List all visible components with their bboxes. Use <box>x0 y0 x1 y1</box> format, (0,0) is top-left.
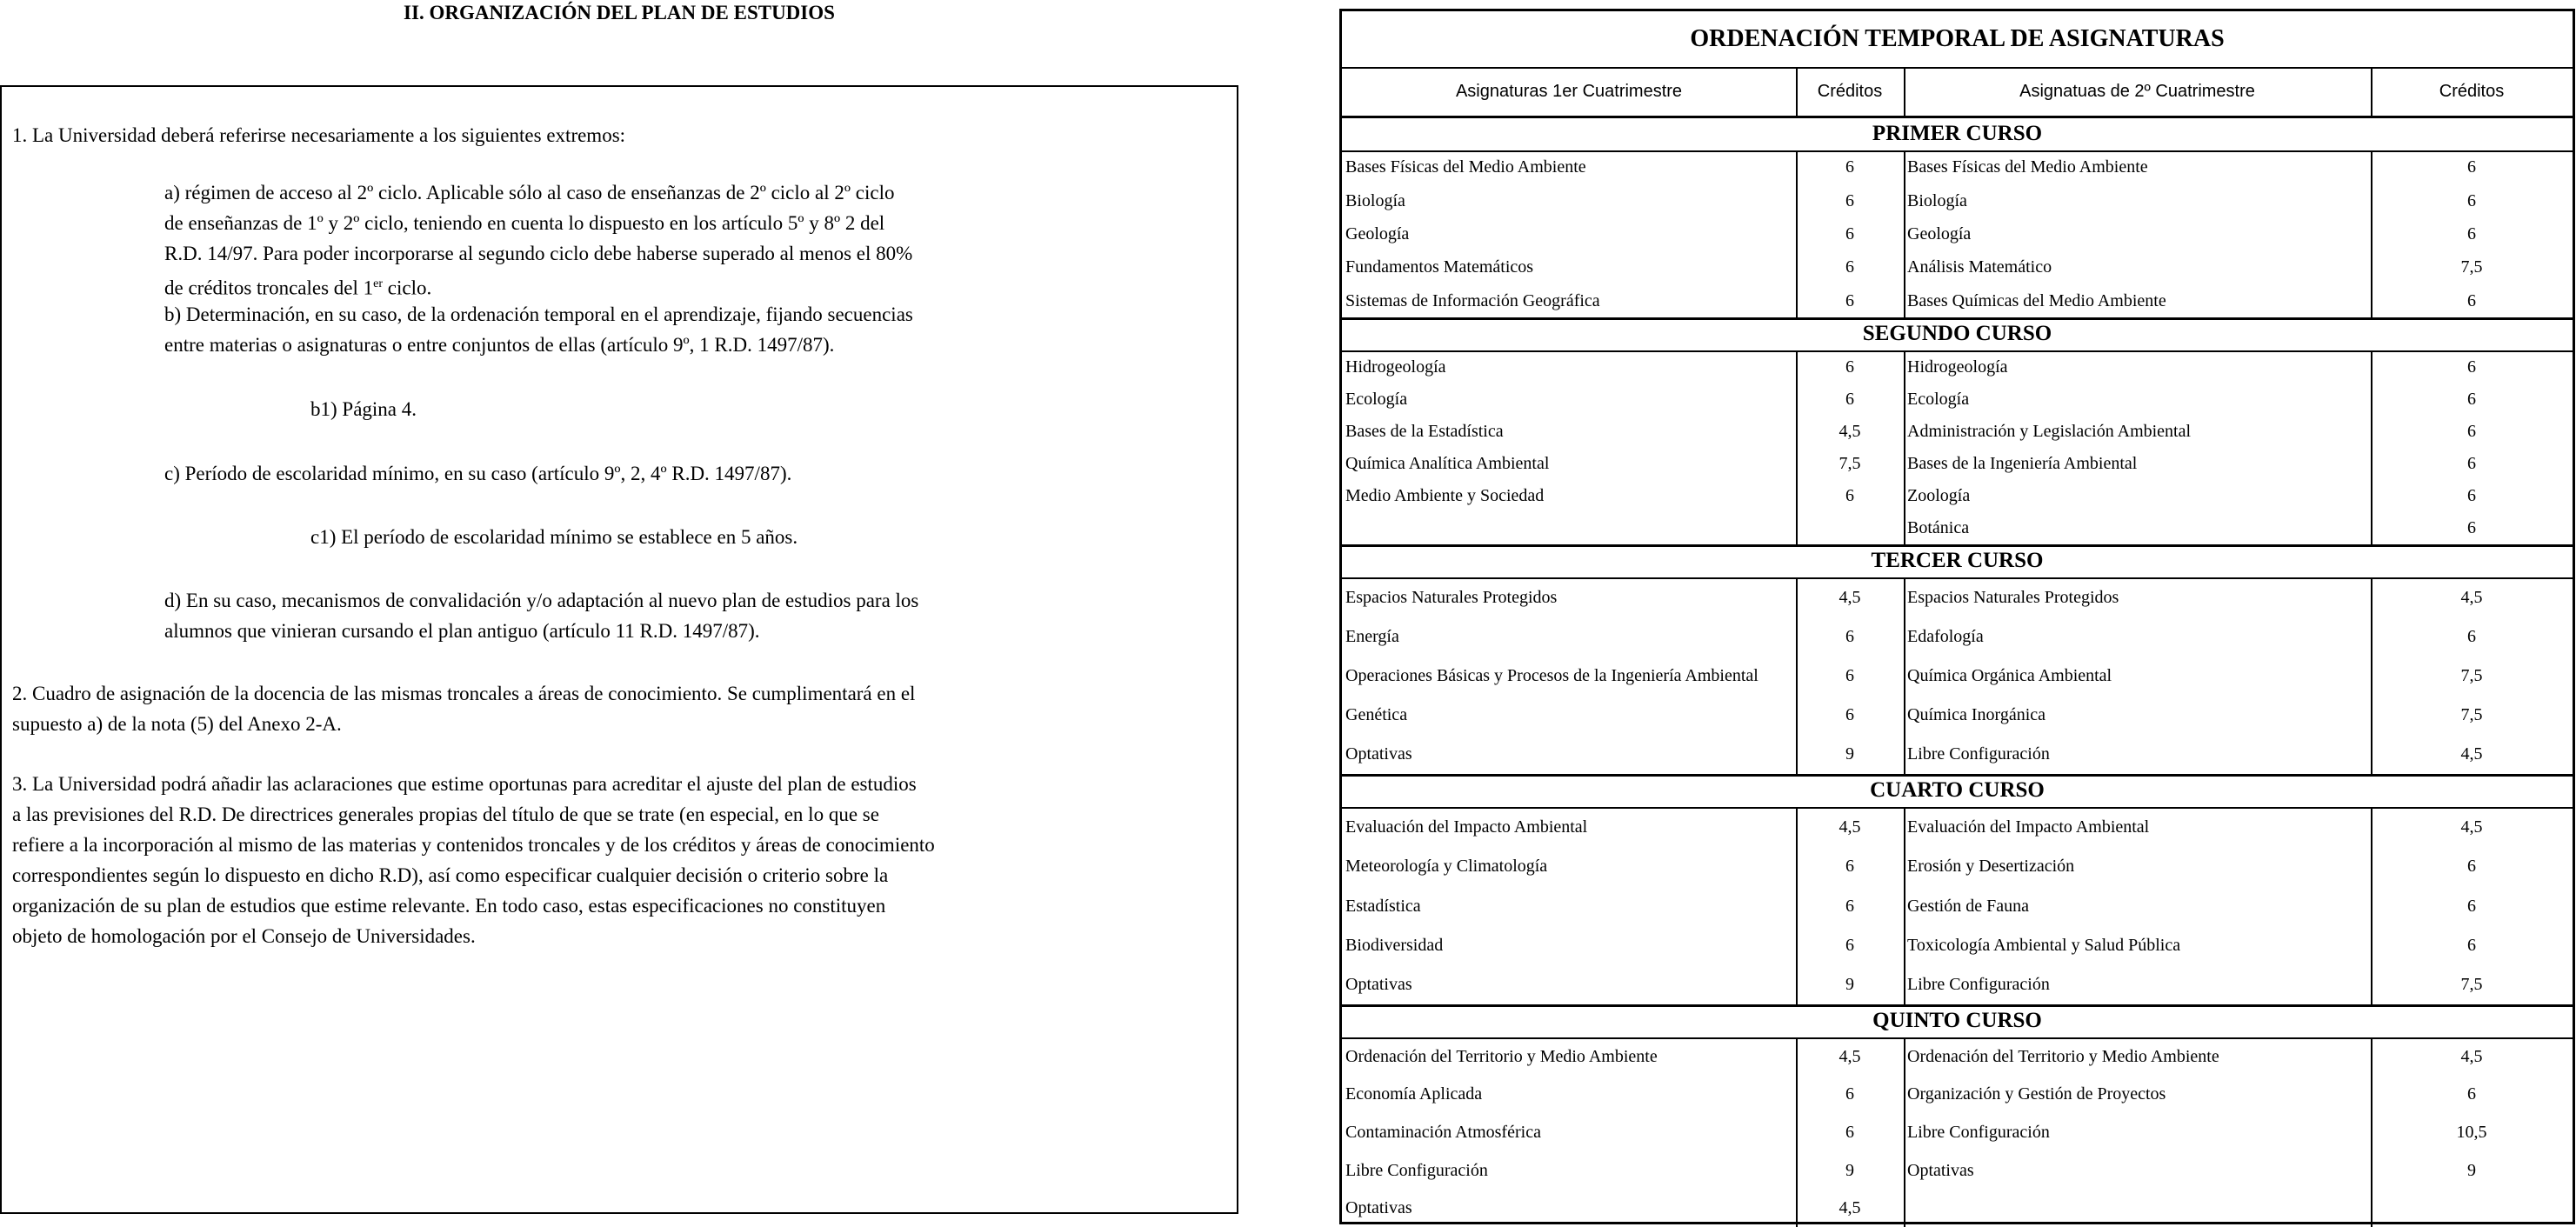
subject-first-semester: Optativas <box>1345 1198 1412 1218</box>
paragraph-3-line-4: correspondientes según lo dispuesto en dicho R.D), así como especificar cualquier decisión o criterio sobre la <box>12 864 889 886</box>
header-first-semester: Asignaturas 1er Cuatrimestre <box>1455 82 1683 101</box>
credits-first-semester: 6 <box>1845 357 1854 377</box>
subject-first-semester: Optativas <box>1345 744 1412 764</box>
paragraph-3-line-3: refiere a la incorporación al mismo de las materias y contenidos troncales y de los créditos y áreas de conocimiento <box>12 834 935 856</box>
credits-second-semester: 4,5 <box>2460 744 2483 764</box>
course-heading-rule <box>1342 350 2573 352</box>
paragraph-3-line-1: 3. La Universidad podrá añadir las aclaraciones que estime oportunas para acreditar el ajuste del plan de estudios <box>12 773 917 795</box>
subject-first-semester: Energía <box>1345 626 1399 646</box>
course-heading-rule <box>1342 577 2573 579</box>
subject-second-semester: Hidrogeología <box>1907 357 2008 377</box>
credits-second-semester: 10,5 <box>2456 1123 2487 1142</box>
item-c: c) Período de escolaridad mínimo, en su caso (artículo 9º, 2, 4º R.D. 1497/87). <box>164 463 792 484</box>
item-b-line-1: b) Determinación, en su caso, de la ordenación temporal en el aprendizaje, fijando secuencias <box>164 303 913 325</box>
item-a-line-3: R.D. 14/97. Para poder incorporarse al segundo ciclo debe haberse superado al menos el 80% <box>164 243 913 264</box>
subject-second-semester: Toxicología Ambiental y Salud Pública <box>1907 935 2181 955</box>
subject-second-semester: Análisis Matemático <box>1907 257 2052 277</box>
credits-first-semester: 4,5 <box>1839 1046 1861 1066</box>
paragraph-2-line-2: supuesto a) de la nota (5) del Anexo 2-A. <box>12 713 342 735</box>
item-b-line-2: entre materias o asignaturas o entre conjuntos de ellas (artículo 9º, 1 R.D. 1497/87). <box>164 334 835 356</box>
credits-first-semester: 6 <box>1845 935 1854 955</box>
subject-second-semester: Espacios Naturales Protegidos <box>1907 587 2119 607</box>
header-divider <box>1796 67 1798 116</box>
course-heading-rule <box>1342 807 2573 809</box>
subject-second-semester: Zoología <box>1907 486 1971 506</box>
credits-first-semester: 6 <box>1845 157 1854 177</box>
subject-second-semester: Botánica <box>1907 518 1970 538</box>
header-divider <box>2371 67 2372 116</box>
course-heading-rule <box>1342 1037 2573 1039</box>
subject-second-semester: Ordenación del Territorio y Medio Ambiente <box>1907 1046 2219 1066</box>
paragraph-3-line-6: objeto de homologación por el Consejo de Universidades. <box>12 925 476 947</box>
credits-first-semester: 6 <box>1845 626 1854 646</box>
subject-first-semester: Optativas <box>1345 975 1412 995</box>
header-credits-1: Créditos <box>1817 82 1883 101</box>
credits-second-semester: 6 <box>2467 454 2476 474</box>
subject-second-semester: Bases Químicas del Medio Ambiente <box>1907 290 2166 310</box>
subject-second-semester: Química Inorgánica <box>1907 705 2046 725</box>
credits-second-semester: 9 <box>2467 1160 2476 1180</box>
subject-first-semester: Bases de la Estadística <box>1345 421 1504 441</box>
subject-first-semester: Libre Configuración <box>1345 1160 1488 1180</box>
credits-first-semester: 6 <box>1845 486 1854 506</box>
subject-first-semester: Espacios Naturales Protegidos <box>1345 587 1558 607</box>
course-heading: TERCER CURSO <box>1871 549 2044 572</box>
credits-first-semester: 9 <box>1845 744 1854 764</box>
credits-first-semester: 6 <box>1845 389 1854 409</box>
subject-first-semester: Sistemas de Información Geográfica <box>1345 290 1600 310</box>
subject-second-semester: Edafología <box>1907 626 1984 646</box>
subject-first-semester: Ecología <box>1345 389 1408 409</box>
item-b1: b1) Página 4. <box>310 398 417 420</box>
table-title: ORDENACIÓN TEMPORAL DE ASIGNATURAS <box>1342 11 2573 69</box>
subject-second-semester: Bases Físicas del Medio Ambiente <box>1907 157 2148 177</box>
subject-first-semester: Contaminación Atmosférica <box>1345 1123 1541 1142</box>
column-divider <box>1796 350 1798 544</box>
header-credits-2: Créditos <box>2439 82 2505 101</box>
credits-second-semester: 6 <box>2467 486 2476 506</box>
credits-second-semester: 7,5 <box>2460 705 2483 725</box>
subject-second-semester: Gestión de Fauna <box>1907 896 2029 916</box>
credits-second-semester: 6 <box>2467 224 2476 243</box>
credits-second-semester: 6 <box>2467 157 2476 177</box>
credits-second-semester: 7,5 <box>2460 257 2483 277</box>
subject-first-semester: Economía Aplicada <box>1345 1084 1483 1104</box>
subject-first-semester: Operaciones Básicas y Procesos de la Ingeniería Ambiental <box>1345 666 1758 685</box>
credits-first-semester: 6 <box>1845 1084 1854 1104</box>
credits-first-semester: 6 <box>1845 290 1854 310</box>
subject-second-semester: Organización y Gestión de Proyectos <box>1907 1084 2166 1104</box>
course-schedule-table <box>1339 9 2575 1224</box>
credits-first-semester: 4,5 <box>1839 421 1861 441</box>
item-a-line-2: de enseñanzas de 1º y 2º ciclo, teniendo en cuenta lo dispuesto en los artículo 5º y 8º 2 del <box>164 212 885 234</box>
subject-first-semester: Medio Ambiente y Sociedad <box>1345 486 1545 506</box>
credits-first-semester: 6 <box>1845 257 1854 277</box>
credits-first-semester: 4,5 <box>1839 817 1861 837</box>
credits-second-semester: 6 <box>2467 290 2476 310</box>
header-divider <box>1904 67 1905 116</box>
subject-second-semester: Libre Configuración <box>1907 744 2050 764</box>
credits-second-semester: 6 <box>2467 896 2476 916</box>
subject-first-semester: Bases Físicas del Medio Ambiente <box>1345 157 1586 177</box>
subject-first-semester: Geología <box>1345 224 1410 243</box>
credits-second-semester: 6 <box>2467 357 2476 377</box>
item-a-line-1: a) régimen de acceso al 2º ciclo. Aplicable sólo al caso de enseñanzas de 2º ciclo al 2º ciclo <box>164 182 895 203</box>
credits-first-semester: 4,5 <box>1839 587 1861 607</box>
subject-first-semester: Genética <box>1345 705 1408 725</box>
subject-second-semester: Optativas <box>1907 1160 1974 1180</box>
subject-first-semester: Biología <box>1345 190 1405 210</box>
subject-first-semester: Meteorología y Climatología <box>1345 857 1548 877</box>
subject-first-semester: Hidrogeología <box>1345 357 1446 377</box>
paragraph-2-line-1: 2. Cuadro de asignación de la docencia de las mismas troncales a áreas de conocimiento. Se cumplimentará en el <box>12 683 916 704</box>
credits-second-semester: 6 <box>2467 626 2476 646</box>
credits-second-semester: 6 <box>2467 421 2476 441</box>
course-heading-rule <box>1342 150 2573 152</box>
item-d-line-1: d) En su caso, mecanismos de convalidación y/o adaptación al nuevo plan de estudios para los <box>164 590 919 611</box>
subject-first-semester: Química Analítica Ambiental <box>1345 454 1550 474</box>
header-second-semester: Asignatuas de 2º Cuatrimestre <box>2019 82 2255 101</box>
course-heading: SEGUNDO CURSO <box>1862 322 2052 345</box>
subject-second-semester: Libre Configuración <box>1907 975 2050 995</box>
subject-second-semester: Geología <box>1907 224 1972 243</box>
subject-second-semester: Erosión y Desertización <box>1907 857 2075 877</box>
subject-first-semester: Estadística <box>1345 896 1421 916</box>
course-heading: PRIMER CURSO <box>1872 122 2043 145</box>
credits-second-semester: 6 <box>2467 857 2476 877</box>
subject-first-semester: Ordenación del Territorio y Medio Ambiente <box>1345 1046 1658 1066</box>
subject-second-semester: Libre Configuración <box>1907 1123 2050 1142</box>
credits-second-semester: 4,5 <box>2460 587 2483 607</box>
credits-first-semester: 6 <box>1845 705 1854 725</box>
credits-second-semester: 4,5 <box>2460 1046 2483 1066</box>
subject-second-semester: Química Orgánica Ambiental <box>1907 666 2112 685</box>
item-c1: c1) El período de escolaridad mínimo se establece en 5 años. <box>310 526 798 548</box>
credits-second-semester: 6 <box>2467 935 2476 955</box>
section-title: II. ORGANIZACIÓN DEL PLAN DE ESTUDIOS <box>404 2 835 23</box>
credits-second-semester: 6 <box>2467 518 2476 538</box>
credits-first-semester: 6 <box>1845 666 1854 685</box>
credits-second-semester: 6 <box>2467 389 2476 409</box>
credits-first-semester: 9 <box>1845 975 1854 995</box>
credits-second-semester: 4,5 <box>2460 817 2483 837</box>
credits-first-semester: 6 <box>1845 190 1854 210</box>
credits-second-semester: 7,5 <box>2460 666 2483 685</box>
subject-second-semester: Ecología <box>1907 389 1970 409</box>
paragraph-3-line-5: organización de su plan de estudios que estime relevante. En todo caso, estas especificaciones no constituyen <box>12 895 886 917</box>
credits-first-semester: 7,5 <box>1839 454 1861 474</box>
credits-first-semester: 9 <box>1845 1160 1854 1180</box>
course-heading: QUINTO CURSO <box>1872 1009 2042 1032</box>
subject-second-semester: Biología <box>1907 190 1967 210</box>
subject-second-semester: Evaluación del Impacto Ambiental <box>1907 817 2150 837</box>
credits-first-semester: 6 <box>1845 1123 1854 1142</box>
column-divider <box>1904 350 1905 544</box>
item-a-line-4: de créditos troncales del 1er ciclo. <box>164 277 432 299</box>
credits-second-semester: 6 <box>2467 190 2476 210</box>
credits-first-semester: 6 <box>1845 224 1854 243</box>
credits-first-semester: 6 <box>1845 896 1854 916</box>
column-divider <box>2371 350 2372 544</box>
credits-first-semester: 4,5 <box>1839 1198 1861 1218</box>
subject-first-semester: Biodiversidad <box>1345 935 1444 955</box>
credits-first-semester: 6 <box>1845 857 1854 877</box>
subject-first-semester: Evaluación del Impacto Ambiental <box>1345 817 1588 837</box>
subject-second-semester: Bases de la Ingeniería Ambiental <box>1907 454 2138 474</box>
subject-second-semester: Administración y Legislación Ambiental <box>1907 421 2192 441</box>
course-heading: CUARTO CURSO <box>1870 778 2045 802</box>
instructions-box <box>0 85 1238 1214</box>
paragraph-3-line-2: a las previsiones del R.D. De directrices generales propias del título de que se trate (en especial, en lo que se <box>12 804 879 825</box>
paragraph-1: 1. La Universidad deberá referirse necesariamente a los siguientes extremos: <box>12 124 626 146</box>
subject-first-semester: Fundamentos Matemáticos <box>1345 257 1534 277</box>
item-d-line-2: alumnos que vinieran cursando el plan antiguo (artículo 11 R.D. 1497/87). <box>164 620 760 642</box>
credits-second-semester: 7,5 <box>2460 975 2483 995</box>
credits-second-semester: 6 <box>2467 1084 2476 1104</box>
